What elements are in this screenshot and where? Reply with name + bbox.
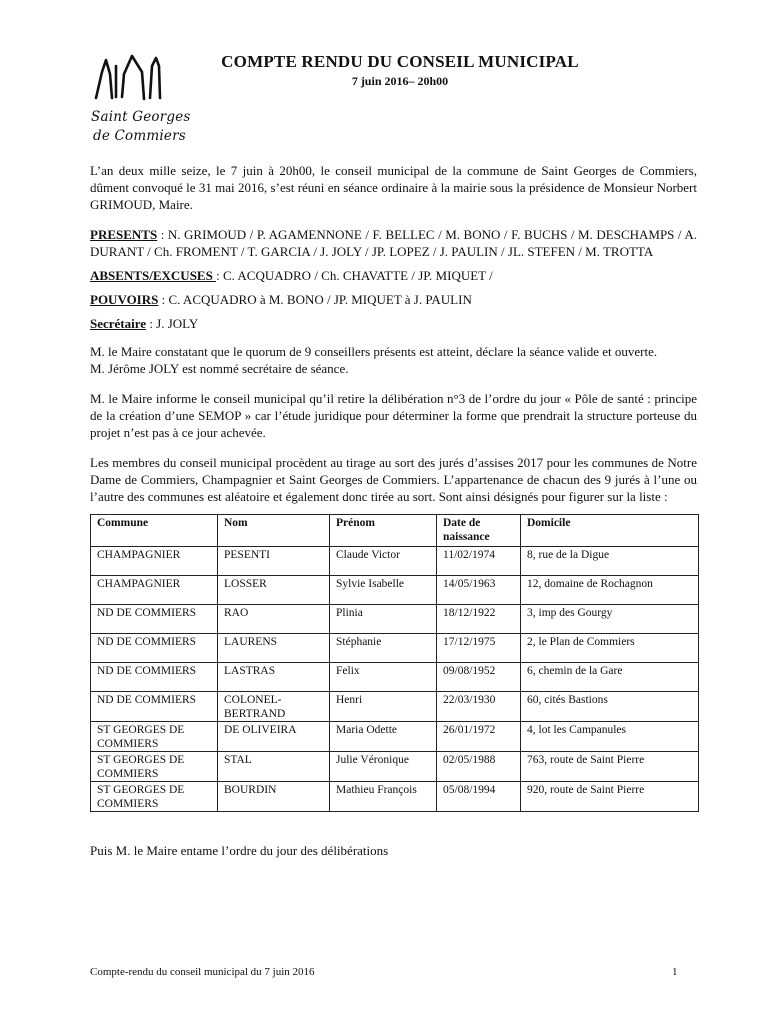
cell-commune: CHAMPAGNIER [91,576,218,605]
cell-nom: RAO [218,605,330,634]
secretaire-nomme-paragraph: M. Jérôme JOLY est nommé secrétaire de séance. [90,361,349,376]
page-title: COMPTE RENDU DU CONSEIL MUNICIPAL [221,52,579,71]
cell-prenom: Stéphanie [330,634,437,663]
table-row [91,634,699,663]
cell-date: 17/12/1975 [437,634,521,663]
cell-commune: ST GEORGES DE COMMIERS [91,722,218,752]
header-prenom: Prénom [330,515,437,547]
intro-paragraph: L’an deux mille seize, le 7 juin à 20h00, le conseil municipal de la commune de Saint Georges de Commiers, dûment convoqué le 31 mai 2016, s’est réuni en séance ordinaire à la mairie sous la présidence de Monsieur Norbert GRIMOUD, Maire. [90,163,697,212]
header-domicile: Domicile [521,515,699,547]
cell-prenom: Mathieu François [330,782,437,812]
cell-commune: ST GEORGES DE COMMIERS [91,752,218,782]
cell-date: 11/02/1974 [437,547,521,576]
cell-prenom: Julie Véronique [330,752,437,782]
table-row [91,752,699,782]
cell-domicile: 6, chemin de la Gare [521,663,699,692]
town-name-line2: de Commiers [93,128,186,144]
meeting-date: 7 juin 2016– 20h00 [351,74,449,88]
cell-nom: DE OLIVEIRA [218,722,330,752]
cell-date: 14/05/1963 [437,576,521,605]
cell-nom: COLONEL-BERTRAND [218,692,330,722]
quorum-paragraph: M. le Maire constatant que le quorum de 9 conseillers présents est atteint, déclare la séance valide et ouverte. [90,344,658,359]
cell-date: 05/08/1994 [437,782,521,812]
jures-table [90,514,699,812]
cell-domicile: 920, route de Saint Pierre [521,782,699,812]
closing-paragraph: Puis M. le Maire entame l’ordre du jour des délibérations [90,843,389,858]
table-row [91,692,699,722]
cell-date: 09/08/1952 [437,663,521,692]
cell-commune: ND DE COMMIERS [91,634,218,663]
cell-prenom: Henri [330,692,437,722]
cell-date: 18/12/1922 [437,605,521,634]
town-name-line1: Saint Georges [91,109,191,125]
retrait-paragraph: M. le Maire informe le conseil municipal qu’il retire la délibération n°3 de l’ordre du jour « Pôle de santé : principe de la création d’une SEMOP » car l’étude juridique pour déterminer la forme que prendrait la structure porteuse du projet n’est pas à ce jour achevée. [90,391,697,440]
secretaire-paragraph [90,315,697,332]
cell-prenom: Sylvie Isabelle [330,576,437,605]
church-icon [92,52,162,104]
table-row [91,782,699,812]
presents-paragraph [90,226,697,260]
cell-date: 26/01/1972 [437,722,521,752]
presents-list: : N. GRIMOUD / P. AGAMENNONE / F. BELLEC / M. BONO / F. BUCHS / M. DESCHAMPS / A. DURANT / Ch. FROMENT / T. GARCIA / J. JOLY / JP. LOPEZ / J. PAULIN / JL. STEFEN / M. TROTTA [90,227,697,259]
table-row [91,547,699,576]
cell-prenom: Felix [330,663,437,692]
table-row [91,722,699,752]
header-commune: Commune [91,515,218,547]
cell-commune: ND DE COMMIERS [91,605,218,634]
report-body [90,162,697,859]
cell-domicile: 2, le Plan de Commiers [521,634,699,663]
cell-domicile: 8, rue de la Digue [521,547,699,576]
pouvoirs-paragraph [90,291,697,308]
table-row [91,576,699,605]
cell-prenom: Maria Odette [330,722,437,752]
cell-nom: LASTRAS [218,663,330,692]
cell-nom: STAL [218,752,330,782]
tirage-paragraph: Les membres du conseil municipal procèdent au tirage au sort des jurés d’assises 2017 pour les communes de Notre Dame de Commiers, Champagnier et Saint Georges de Commiers. L’appartenance de chacun des 9 jurés à l’une ou l’autre des communes est aléatoire et également donc tirée au sort. Sont ainsi désignés pour figurer sur la liste : [90,455,697,504]
table-row [91,663,699,692]
header-nom: Nom [218,515,330,547]
cell-commune: CHAMPAGNIER [91,547,218,576]
cell-domicile: 763, route de Saint Pierre [521,752,699,782]
cell-domicile: 3, imp des Gourgy [521,605,699,634]
cell-commune: ND DE COMMIERS [91,663,218,692]
cell-domicile: 60, cités Bastions [521,692,699,722]
pouvoirs-list: : C. ACQUADRO à M. BONO / JP. MIQUET à J. PAULIN [158,292,472,307]
cell-nom: BOURDIN [218,782,330,812]
header-date-naissance: Date de naissance [437,515,521,547]
pouvoirs-label: POUVOIRS [90,292,159,307]
cell-domicile: 12, domaine de Rochagnon [521,576,699,605]
cell-nom: LAURENS [218,634,330,663]
absents-label: ABSENTS/EXCUSES [90,268,217,283]
footer-text: Compte-rendu du conseil municipal du 7 juin 2016 [90,966,315,978]
cell-date: 02/05/1988 [437,752,521,782]
presents-label: PRESENTS [90,227,158,242]
cell-commune: ND DE COMMIERS [91,692,218,722]
cell-nom: LOSSER [218,576,330,605]
cell-prenom: Plinia [330,605,437,634]
page-number: 1 [672,966,678,978]
cell-date: 22/03/1930 [437,692,521,722]
table-header-row [91,515,699,547]
table-row [91,605,699,634]
cell-nom: PESENTI [218,547,330,576]
cell-domicile: 4, lot les Campanules [521,722,699,752]
secretaire-name: : J. JOLY [146,316,199,331]
cell-prenom: Claude Victor [330,547,437,576]
absents-list: : C. ACQUADRO / Ch. CHAVATTE / JP. MIQUET / [216,268,493,283]
secretaire-label: Secrétaire [90,316,147,331]
absents-paragraph [90,267,697,284]
cell-commune: ST GEORGES DE COMMIERS [91,782,218,812]
